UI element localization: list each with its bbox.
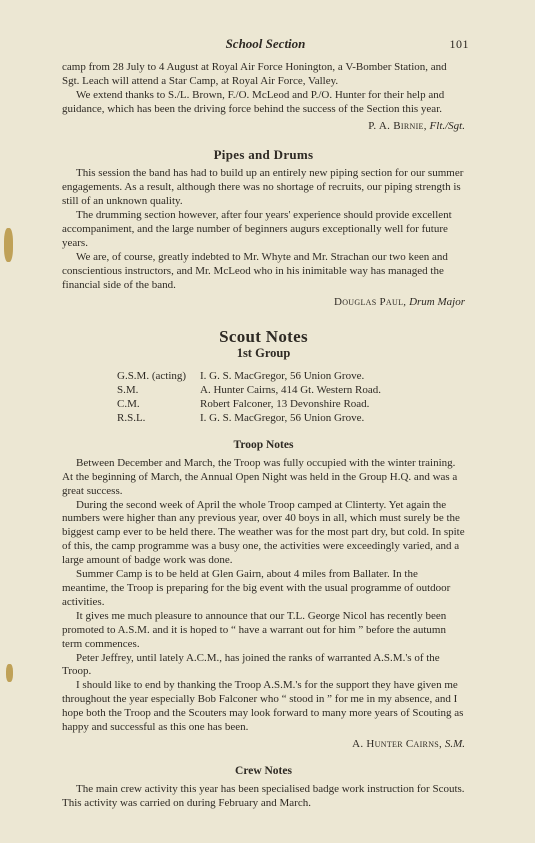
paragraph: The drumming section however, after four years' experience should provide excellent accompaniment, and the large number of beginners augurs exceptionally well for future years. <box>62 209 452 249</box>
roster-row <box>117 398 465 412</box>
signature <box>62 120 465 134</box>
officer-roster <box>117 370 465 426</box>
roster-name: I. G. S. MacGregor, 56 Union Grove. <box>200 370 365 383</box>
paragraph: Summer Camp is to be held at Glen Gairn, about 4 miles from Ballater. In the meantime, the Troop is preparing for the big event with the usual programme of outdoor activities. <box>62 568 451 608</box>
stain-mark <box>4 228 13 262</box>
roster-name: A. Hunter Cairns, 414 Gt. Western Road. <box>200 384 381 397</box>
sub-heading: 1st Group <box>236 346 291 361</box>
roster-name: Robert Falconer, 13 Devonshire Road. <box>200 398 370 411</box>
sub-heading: Crew Notes <box>235 764 292 777</box>
stain-mark <box>6 664 13 682</box>
signature-rank: Drum Major <box>409 295 465 308</box>
signature-rank: S.M. <box>444 737 465 750</box>
roster-row <box>117 384 465 398</box>
paragraph: We extend thanks to S./L. Brown, F./O. McLeod and P./O. Hunter for their help and guidance, which has been the driving force behind the success of the Section this year. <box>62 88 445 115</box>
paragraph: This session the band has had to build up an entirely new piping section for our summer engagements. As a result, although there was no shortage of recruits, our piping strength is still of an unknown quality. <box>62 167 464 208</box>
signature <box>62 296 465 310</box>
paragraph: Between December and March, the Troop was fully occupied with the winter training. At the beginning of March, the Annual Open Night was held in the Group H.Q. and was a great success. <box>62 456 458 497</box>
roster-row <box>117 412 465 426</box>
running-head <box>62 36 469 52</box>
paragraph: I should like to end by thanking the Troop A.S.M.'s for the support they have given me throughout the year especially Bob Falconer who “ stood in ” for me in my absence, and I hope both the Troop and the Scouters may look forward to many more years of Scouting as happy and successful as this one has been. <box>62 679 464 734</box>
roster-role: C.M. <box>117 398 140 411</box>
paragraph: camp from 28 July to 4 August at Royal Air Force Honington, a V-Bomber Station, and Sgt. Leach will attend a Star Camp, at Royal Air Force, Valley. <box>62 61 447 87</box>
paragraph: We are, of course, greatly indebted to Mr. Whyte and Mr. Strachan our two keen and conscientious instructors, and Mr. McLeod who in his inimitable way has managed the financial side of the band. <box>62 250 448 291</box>
roster-role: R.S.L. <box>117 412 146 425</box>
signature-name: A. Hunter Cairns, <box>352 737 443 750</box>
signature-name: P. A. Birnie, <box>368 119 427 132</box>
sub-heading: Troop Notes <box>233 438 294 451</box>
section-heading: Pipes and Drums <box>213 146 314 162</box>
signature-name: Douglas Paul, <box>333 295 407 308</box>
section-title: School Section <box>225 36 306 51</box>
paragraph: The main crew activity this year has been specialised badge work instruction for Scouts. This activity was carried on during February and March. <box>62 782 465 809</box>
page-content <box>62 61 465 811</box>
section-heading: Scout Notes <box>219 326 308 346</box>
roster-role: S.M. <box>117 384 139 397</box>
paragraph: During the second week of April the whole Troop camped at Clinterty. Yet again the numbers were higher than any previous year, over 40 boys in all, which must surely be the biggest camp ever to be held there. The weather was for the most part dry, but cold. In spite of this, the camp programme was a busy one, the activities were exceedingly varied, and a large amount of badge work was done. <box>62 498 465 567</box>
roster-name: I. G. S. MacGregor, 56 Union Grove. <box>200 412 365 425</box>
signature-rank: Flt./Sgt. <box>429 119 465 132</box>
paragraph: It gives me much pleasure to announce that our T.L. George Nicol has recently been promoted to A.S.M. and it is hoped to “ have a warrant out for him ” before the autumn term commences. <box>62 609 447 650</box>
roster-row <box>117 370 465 384</box>
roster-role: G.S.M. (acting) <box>117 370 187 383</box>
signature <box>62 738 465 752</box>
paragraph: Peter Jeffrey, until lately A.C.M., has joined the ranks of warranted A.S.M.'s of the Troop. <box>62 651 440 678</box>
page-number: 101 <box>449 37 469 51</box>
